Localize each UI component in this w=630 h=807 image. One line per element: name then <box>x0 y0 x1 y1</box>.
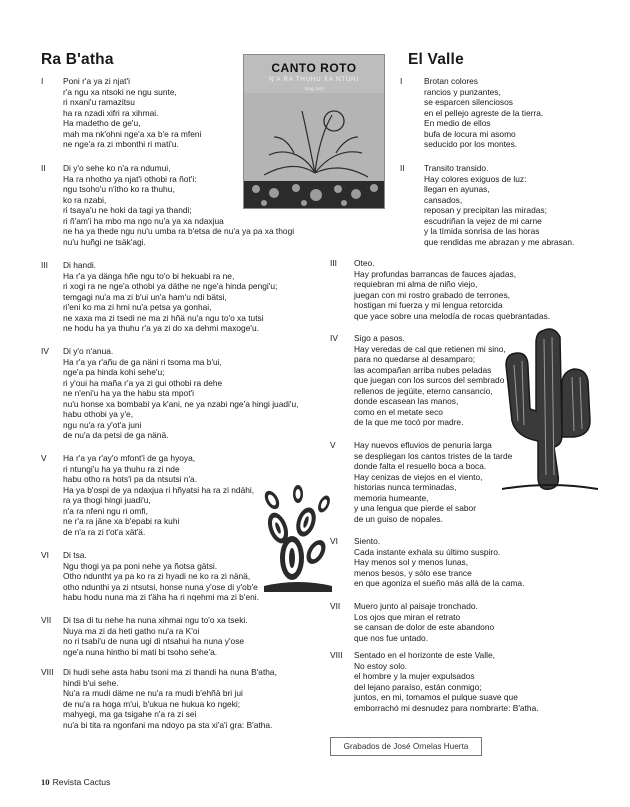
verse-line: ne nge'a ra zi mbonthi ri mati'u. <box>63 139 179 149</box>
verse-line: nu'u honse xa bombabi ya k'ani, ne ya nzabi nge'a hingi juadi'u, <box>63 398 299 409</box>
verse-line: nu'a bi tita ra ngonfani ma ndoyo pa sta xi'a'i gra: B'atha. <box>63 719 273 730</box>
verse-line: Otho nduntht ya pa ko ra zi hyadi ne ko ra zi nänä, <box>63 571 251 581</box>
verse-line: se esparcen silenciosos <box>424 97 513 107</box>
verse-line: y una lengua que pierde el sabor <box>354 503 476 513</box>
stanza-lines <box>354 536 524 589</box>
stanza-lines <box>354 440 512 524</box>
stanza-lines <box>63 667 277 730</box>
verse-line: ri xogi ra ne nge'a othobi ya däthe ne nge'a hinda pengi'u; <box>63 281 278 291</box>
stanza-lines <box>63 260 277 334</box>
verse-line: No estoy solo. <box>354 660 408 671</box>
verse-line: bufa de locura mi asomo <box>424 128 516 139</box>
verse-line: habu hodu nuna ma zi t'äha ha ri nqehmi ma zi b'eni. <box>63 592 259 602</box>
verse-line: de nu'a ra hoga m'ui, b'ukua ne hukua ko ngeki; <box>63 698 241 709</box>
verse-line: Ha r'a ya r'añu de ga näni ri tsoma ma b'ui, <box>63 356 222 367</box>
verse-line: de la que me tocó por madre. <box>354 417 464 427</box>
verse-line: Ha ra nhotho ya njat'i othobi ra ñot'i: <box>63 173 197 184</box>
verse-line: que juegan con los surcos del sembrado <box>354 375 505 385</box>
verse-line: Di tsa di tu nehe ha nuna xihmai ngu to'o xa tseki. <box>63 615 248 625</box>
saguaro-cactus-illustration <box>502 325 598 493</box>
book-cover-title: CANTO ROTO <box>271 61 357 75</box>
verse-line: nu'u huñgi ne tsäk'agi. <box>63 236 146 247</box>
verse-line: ne hodu ha ya thuhu r'a ya zi do xa dehmi maxoge'u. <box>63 323 259 333</box>
verse-line: del lejano paraíso, están conmigo; <box>354 681 482 692</box>
verse-line: de nu'a da petsi de ga nänä. <box>63 430 169 440</box>
verse-line: Hay cenizas de viejos en el viento, <box>354 471 483 482</box>
verse-line: ra ya thogi hingi juadi'u, <box>63 495 151 505</box>
verse-line: Muero junto al paisaje tronchado. <box>354 601 478 611</box>
verse-line: juegan con mi rostro grabado de terrones, <box>354 289 510 300</box>
verse-line: habu otho ra hots'i pa da ntsutsi n'a. <box>63 474 198 484</box>
stanza-lines <box>424 76 543 150</box>
verse-line: de un guiso de nopales. <box>354 513 443 524</box>
verse-line: Sigo a pasos. <box>354 333 405 343</box>
verse-line: Oteo. <box>354 258 375 268</box>
page-number: 10 <box>41 777 50 787</box>
verse-line: nge'a pa hinda kohi sehe'u; <box>63 367 165 377</box>
verse-line: rellenos de jegüite, eterno cansancio, <box>354 385 493 396</box>
stanza-number: V <box>41 453 47 463</box>
verse-line: mahyegi, ma ga tsigahe n'a ra zi sei <box>63 709 197 719</box>
verse-line: que nos fue untado. <box>354 632 429 643</box>
verse-line: Hay profundas barrancas de fauces ajadas, <box>354 268 517 279</box>
stanza-number: VIII <box>41 667 54 677</box>
verse-line: Nuya ma zi da heti gatho nu'a ra K'oi <box>63 625 200 636</box>
verse-line: r'a ngu xa ntsoki ne ngu sunte, <box>63 86 177 97</box>
verse-line: ne xaxa ma zi tsedi ne ma zi hñä nu'a ngu to'o xa tutsi <box>63 312 264 323</box>
verse-line: para no quedarse al desamparo; <box>354 354 476 364</box>
verse-line: cansados, <box>424 194 463 205</box>
verse-line: Nu'a ra mudi däme ne nu'a ra mudi b'ehñä bri jui <box>63 688 243 698</box>
verse-line: Di hudi sehe asta habu tsoni ma zi thandi ha nuna B'atha, <box>63 667 277 677</box>
stanza-number: I <box>400 76 403 86</box>
stanza-number: VI <box>41 550 49 560</box>
verse-line: Ngu thogi ya pa poni nehe ya ñotsa gätsi. <box>63 560 218 571</box>
verse-line: otho ndunthi ya zi ntsutsi, honse nuna y'ose di y'ob'e <box>63 581 258 592</box>
verse-line: ri tsaya'u ne hoki da tagi ya thandi; <box>63 205 192 215</box>
verse-line: y la tímida sonrisa de las horas <box>424 226 540 236</box>
verse-line: Di tsa. <box>63 550 87 560</box>
verse-line: rancios y punzantes, <box>424 86 501 97</box>
verse-line: temgagi nu'a ma zi b'ui un'a ham'u ndi bätsi, <box>63 291 227 302</box>
stanza-lines <box>354 650 539 713</box>
verse-line: el hombre y la mujer expulsados <box>354 671 475 681</box>
verse-line: ko ra nzabi, <box>63 194 107 205</box>
stanza-lines <box>63 453 254 537</box>
verse-line: Siento. <box>354 536 381 546</box>
verse-line: reposan y precipitan las miradas; <box>424 205 547 215</box>
stanza-lines <box>354 258 550 321</box>
verse-line: como en el metate seco <box>354 406 443 417</box>
verse-line: se despliegan los cantos tristes de la tarde <box>354 450 513 461</box>
stanza-lines <box>63 550 259 603</box>
verse-line: Di y'o n'anua. <box>63 346 114 356</box>
verse-line: las acompañan arriba nubes peladas <box>354 364 492 375</box>
verse-line: menos besos, y sólo ese trance <box>354 567 472 578</box>
verse-line: n'a ra nfeni ngu ri omfi, <box>63 505 148 516</box>
stanza-number: II <box>400 163 405 173</box>
book-cover-image <box>243 54 385 209</box>
verse-line: ne n'eni'u ha ya the habu sta mpot'i <box>63 388 194 398</box>
stanza-lines <box>354 333 506 428</box>
verse-line: emborrachó mi desnudez para nombrarte: B'atha. <box>354 702 539 713</box>
engravings-credit-caption: Grabados de José Ornelas Huerta <box>330 737 482 756</box>
verse-line: Transito transido. <box>424 163 489 173</box>
verse-line: no ri tsabi'u de nuna ugi di ntsahui ha nuna y'ose <box>63 636 245 646</box>
verse-line: Hay veredas de cal que retienen mi sino, <box>354 343 506 354</box>
stanza-lines <box>63 615 248 657</box>
verse-line: Ha ya b'ospi de ya ndaxjua ri hñyatsi ha ra zi ndähi, <box>63 484 255 495</box>
verse-line: Ha madetho de ge'u, <box>63 118 141 128</box>
verse-line: juntos, en mi, tomamos el pulque suave que <box>354 692 518 702</box>
verse-line: que yace sobre una melodía de rocas quebrantadas. <box>354 310 551 321</box>
book-cover-subtitle: N'A RA THUHU XA NTUNI <box>269 76 359 83</box>
verse-line: ngu nu'a ra y'ot'a juni <box>63 419 142 430</box>
verse-line: llegan en ayunas, <box>424 184 490 194</box>
page-footer <box>41 777 110 787</box>
verse-line: requiebran mi alma de niño viejo, <box>354 279 478 289</box>
stanza-number: IV <box>330 333 338 343</box>
verse-line: donde escasean las manos, <box>354 396 459 406</box>
stanza-number: I <box>41 76 44 86</box>
verse-line: Hay menos sol y menos lunas, <box>354 557 469 567</box>
verse-line: Sentado en el horizonte de este Valle, <box>354 650 495 660</box>
stanza-number: VII <box>41 615 52 625</box>
verse-line: memoria humeante, <box>354 492 429 503</box>
verse-line: ri nxani'u ramazitsu <box>63 97 135 107</box>
stanza-number: VI <box>330 536 338 546</box>
verse-line: ri ñ'am'i ha mbo ma ngo nu'a ya xa ndaxjua <box>63 215 224 226</box>
verse-line: ri'eni ko ma zi hmi nu'a petsa ya gonhai, <box>63 302 212 312</box>
verse-line: Hay nuevos efluvios de penuria larga <box>354 440 492 450</box>
verse-line: en el pellejo agreste de la tierra. <box>424 107 544 118</box>
verse-line: hostigan mi fuerza y mi lengua retorcida <box>354 300 503 310</box>
verse-line: que rendidas me abrazan y me abrasan. <box>424 236 575 247</box>
stanza-lines <box>354 601 494 643</box>
stanza-lines <box>63 346 298 441</box>
verse-line: Di y'o sehe ko n'a ra ndumui, <box>63 163 171 173</box>
stanza-number: IV <box>41 346 49 356</box>
stanza-number: VIII <box>330 650 343 660</box>
verse-line: Ha r'a ya dänga hñe ngu to'o bi hekuabi ra ne, <box>63 270 235 281</box>
book-cover-author: Xing Josri <box>304 86 324 91</box>
verse-line: ri ntungi'u ha ya thuhu ra zi nde <box>63 463 180 474</box>
verse-line: en que agoniza el sueño más allá de la cama. <box>354 578 525 588</box>
verse-line: ngu tsoho'u n'itho ko ra thuhu, <box>63 184 175 194</box>
verse-line: escudriñan la vejez de mi carne <box>424 215 542 226</box>
nopal-engraving-illustration <box>258 482 338 594</box>
verse-line: nge'a nuna hintho bi mati bi tsoho sehe'a. <box>63 646 218 657</box>
stanza-lines <box>63 76 201 150</box>
stanza-lines <box>424 163 574 247</box>
verse-line: se cansan de dolor de este abandono <box>354 622 495 632</box>
verse-line: ne r'a ra jäne xa b'epabi ra kuhi <box>63 516 180 526</box>
verse-line: hindi b'ui sehe. <box>63 677 119 688</box>
verse-line: historias nunca terminadas, <box>354 482 457 492</box>
stanza-number: II <box>41 163 46 173</box>
verse-line: Los ojos que miran el retrato <box>354 611 461 622</box>
verse-line: Di handi. <box>63 260 97 270</box>
verse-line: Ha r'a ya r'ay'o mfont'i de ga hyoya, <box>63 453 196 463</box>
verse-line: habu othobi ya y'e, <box>63 409 134 419</box>
verse-line: Poni r'a ya zi njat'i <box>63 76 130 86</box>
verse-line: ri y'oui ha maña r'a ya zi gui othobi ra dehe <box>63 377 223 388</box>
cover-engraving-illustration <box>244 93 385 209</box>
verse-line: Brotan colores <box>424 76 478 86</box>
verse-line: En medio de ellos <box>424 118 491 128</box>
stanza-number: V <box>330 440 336 450</box>
verse-line: ne ha ya thede ngu nu'u umba ra b'etsa de nu'a ya pa xa thogi <box>63 226 295 236</box>
stanza-number: III <box>330 258 337 268</box>
left-poem-title: Ra B'atha <box>41 51 114 68</box>
verse-line: Cada instante exhala su último suspiro. <box>354 546 501 557</box>
verse-line: donde falta el resuello boca a boca. <box>354 461 487 471</box>
verse-line: seducido por los montes. <box>424 139 518 149</box>
right-poem-title: El Valle <box>408 51 464 68</box>
verse-line: mah ma nk'ohni nge'a xa b'e ra mfeni <box>63 128 202 139</box>
verse-line: de n'a ra zi t'ot'a xät'ä. <box>63 526 146 537</box>
magazine-name: Revista Cactus <box>52 777 111 787</box>
verse-line: ha ra nzadi xifri ra xihmai. <box>63 107 159 118</box>
stanza-number: VII <box>330 601 341 611</box>
stanza-number: III <box>41 260 48 270</box>
verse-line: Hay colores exiguos de luz: <box>424 173 527 184</box>
